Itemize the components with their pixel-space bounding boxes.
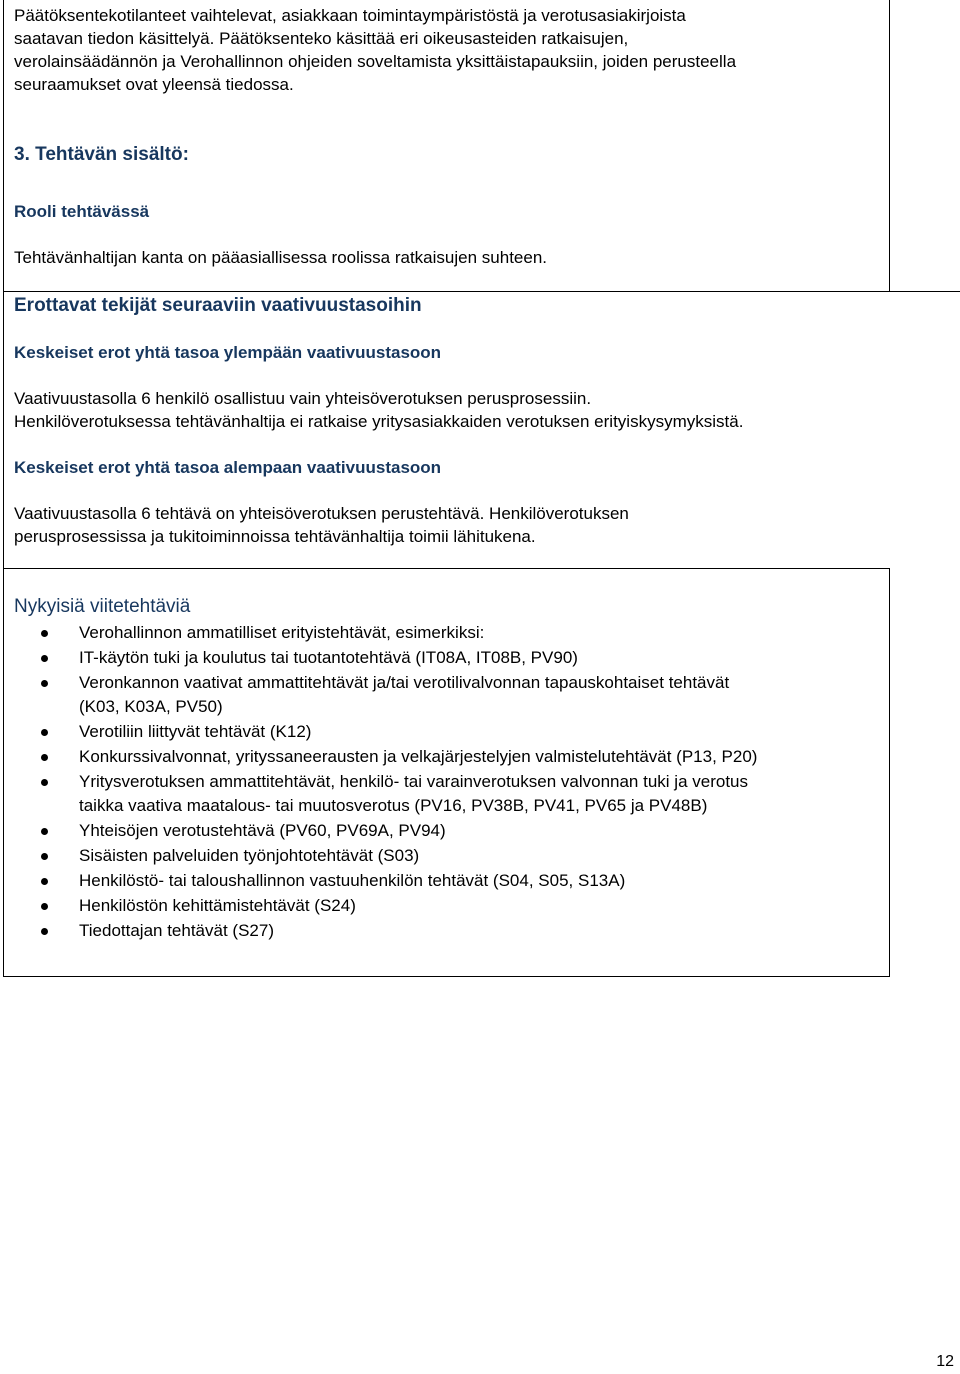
bullet-icon xyxy=(41,779,48,786)
list-item-text: Konkurssivalvonnat, yrityssaneerausten ja velkajärjestelyjen valmistelutehtävät (P13, P20) xyxy=(79,747,758,766)
bullet-icon xyxy=(41,928,48,935)
reference-heading: Nykyisiä viitetehtäviä xyxy=(14,596,191,617)
lower-level-line: perusprosessissa ja tukitoiminnoissa tehtävänhaltija toimii lähitukena. xyxy=(14,527,536,546)
reference-list xyxy=(14,621,880,944)
list-item-text: Verohallinnon ammatilliset erityistehtävät, esimerkiksi: xyxy=(79,623,485,642)
bullet-icon xyxy=(41,754,48,761)
list-item-text: Verotiliin liittyvät tehtävät (K12) xyxy=(79,722,312,741)
list-item-text: Yritysverotuksen ammattitehtävät, henkilö- tai varainverotuksen valvonnan tuki ja verotus xyxy=(79,772,748,791)
list-item-text: Yhteisöjen verotustehtävä (PV60, PV69A, PV94) xyxy=(79,821,446,840)
intro-line: saatavan tiedon käsittelyä. Päätöksenteko käsittää eri oikeusasteiden ratkaisujen, xyxy=(14,29,629,48)
list-item xyxy=(14,720,880,744)
list-item-text: Sisäisten palveluiden työnjohtotehtävät (S03) xyxy=(79,846,420,865)
list-item xyxy=(14,646,880,670)
intro-line: Päätöksentekotilanteet vaihtelevat, asiakkaan toimintaympäristöstä ja verotusasiakirjoista xyxy=(14,6,686,25)
list-item-text: IT-käytön tuki ja koulutus tai tuotantotehtävä (IT08A, IT08B, PV90) xyxy=(79,648,578,667)
list-item-text: taikka vaativa maatalous- tai muutosverotus (PV16, PV38B, PV41, PV65 ja PV48B) xyxy=(79,796,708,815)
bullet-icon xyxy=(41,878,48,885)
list-item xyxy=(14,819,880,843)
page-number: 12 xyxy=(936,1353,954,1370)
list-item-text: Tiedottajan tehtävät (S27) xyxy=(79,921,274,940)
lower-level-line: Vaativuustasolla 6 tehtävä on yhteisöverotuksen perustehtävä. Henkilöverotuksen xyxy=(14,504,629,523)
upper-level-heading: Keskeiset erot yhtä tasoa ylempään vaativuustasoon xyxy=(14,343,442,362)
list-item-text: Henkilöstö- tai taloushallinnon vastuuhenkilön tehtävät (S04, S05, S13A) xyxy=(79,871,626,890)
lower-level-heading: Keskeiset erot yhtä tasoa alempaan vaativuustasoon xyxy=(14,458,442,477)
bullet-icon xyxy=(41,828,48,835)
role-text: Tehtävänhaltijan kanta on pääasiallisessa roolissa ratkaisujen suhteen. xyxy=(14,248,548,267)
list-item xyxy=(14,770,880,818)
list-item xyxy=(14,919,880,943)
list-item-text: (K03, K03A, PV50) xyxy=(79,697,223,716)
upper-level-line: Vaativuustasolla 6 henkilö osallistuu vain yhteisöverotuksen perusprosessiin. xyxy=(14,389,592,408)
bullet-icon xyxy=(41,853,48,860)
bullet-icon xyxy=(41,729,48,736)
intro-line: seuraamukset ovat yleensä tiedossa. xyxy=(14,75,294,94)
factors-heading: Erottavat tekijät seuraaviin vaativuustasoihin xyxy=(14,295,422,316)
bullet-icon xyxy=(41,630,48,637)
section-heading: 3. Tehtävän sisältö: xyxy=(14,144,189,165)
intro-line: verolainsäädännön ja Verohallinnon ohjeiden soveltamista yksittäistapauksiin, joiden perusteella xyxy=(14,52,737,71)
list-item-text: Henkilöstön kehittämistehtävät (S24) xyxy=(79,896,356,915)
list-item xyxy=(14,745,880,769)
list-item xyxy=(14,844,880,868)
list-item-text: Veronkannon vaativat ammattitehtävät ja/tai verotilivalvonnan tapauskohtaiset tehtävät xyxy=(79,673,730,692)
bullet-icon xyxy=(41,903,48,910)
role-heading: Rooli tehtävässä xyxy=(14,202,150,221)
bullet-icon xyxy=(41,680,48,687)
list-item xyxy=(14,869,880,893)
bullet-icon xyxy=(41,655,48,662)
list-item xyxy=(14,894,880,918)
list-item xyxy=(14,621,880,645)
upper-level-line: Henkilöverotuksessa tehtävänhaltija ei ratkaise yritysasiakkaiden verotuksen erityiskysymyksistä. xyxy=(14,412,744,431)
list-item xyxy=(14,671,880,719)
